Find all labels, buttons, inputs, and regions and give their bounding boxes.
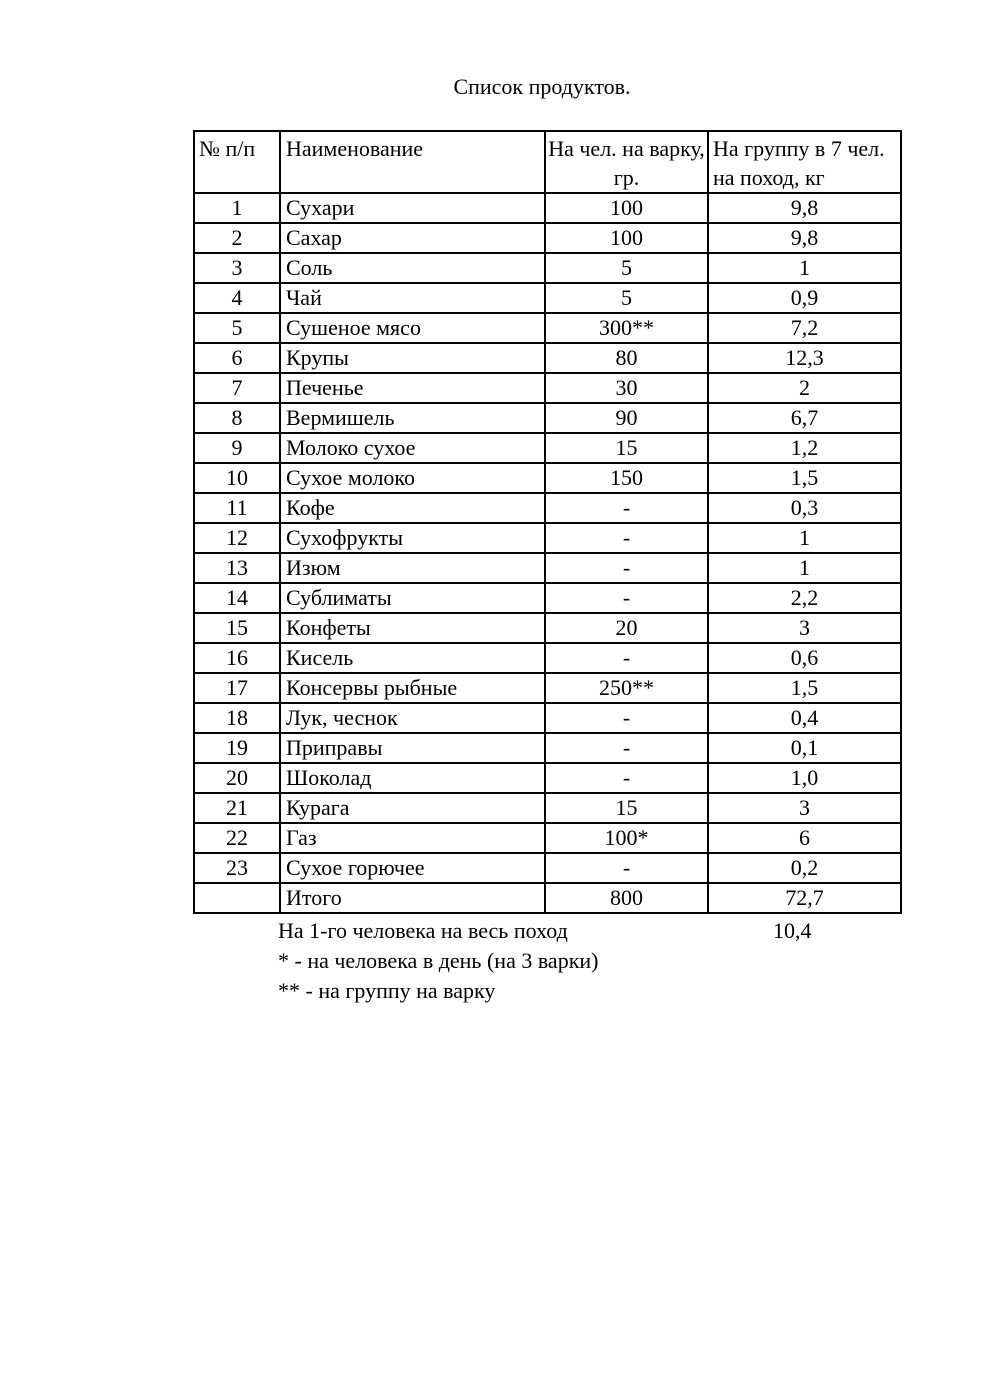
table-row	[194, 313, 901, 343]
cell-name: Шоколад	[280, 763, 545, 793]
page-title: Список продуктов.	[453, 74, 631, 99]
cell-per-person: 15	[545, 433, 708, 463]
cell-name: Чай	[280, 283, 545, 313]
cell-name: Сухое молоко	[280, 463, 545, 493]
cell-num: 14	[194, 583, 280, 613]
table-row	[194, 523, 901, 553]
header-name: Наименование	[280, 131, 545, 193]
cell-per-group: 9,8	[708, 193, 901, 223]
cell-per-group: 1,0	[708, 763, 901, 793]
table-header-row	[194, 131, 901, 193]
table-row	[194, 853, 901, 883]
cell-per-person: 250**	[545, 673, 708, 703]
cell-per-group: 72,7	[708, 883, 901, 913]
header-num: № п/п	[194, 131, 280, 193]
cell-name: Сухое горючее	[280, 853, 545, 883]
cell-num: 15	[194, 613, 280, 643]
cell-per-group: 0,4	[708, 703, 901, 733]
cell-per-person: -	[545, 493, 708, 523]
cell-per-group: 9,8	[708, 223, 901, 253]
cell-name: Лук, чеснок	[280, 703, 545, 733]
cell-num: 12	[194, 523, 280, 553]
cell-per-person: 90	[545, 403, 708, 433]
cell-per-person: 800	[545, 883, 708, 913]
cell-per-group: 3	[708, 793, 901, 823]
cell-per-person: -	[545, 733, 708, 763]
cell-num: 1	[194, 193, 280, 223]
cell-num: 19	[194, 733, 280, 763]
cell-num	[194, 883, 280, 913]
cell-per-group: 7,2	[708, 313, 901, 343]
cell-name: Кисель	[280, 643, 545, 673]
cell-per-group: 3	[708, 613, 901, 643]
table-row	[194, 763, 901, 793]
cell-per-person: 20	[545, 613, 708, 643]
cell-name: Крупы	[280, 343, 545, 373]
cell-per-group: 1,5	[708, 673, 901, 703]
cell-per-person: 100	[545, 193, 708, 223]
cell-name: Вермишель	[280, 403, 545, 433]
cell-per-person: -	[545, 853, 708, 883]
cell-num: 8	[194, 403, 280, 433]
table-row	[194, 253, 901, 283]
cell-per-person: 15	[545, 793, 708, 823]
cell-num: 13	[194, 553, 280, 583]
cell-num: 23	[194, 853, 280, 883]
cell-name: Газ	[280, 823, 545, 853]
cell-num: 2	[194, 223, 280, 253]
cell-per-group: 0,6	[708, 643, 901, 673]
cell-per-group: 2,2	[708, 583, 901, 613]
cell-per-person: -	[545, 703, 708, 733]
cell-num: 6	[194, 343, 280, 373]
cell-per-group: 12,3	[708, 343, 901, 373]
cell-per-group: 1,5	[708, 463, 901, 493]
table-row	[194, 493, 901, 523]
cell-per-person: -	[545, 553, 708, 583]
cell-name: Приправы	[280, 733, 545, 763]
cell-name: Сухофрукты	[280, 523, 545, 553]
cell-name: Сублиматы	[280, 583, 545, 613]
table-row	[194, 403, 901, 433]
cell-name: Изюм	[280, 553, 545, 583]
notes-block	[278, 916, 890, 1006]
cell-per-person: -	[545, 523, 708, 553]
cell-name: Конфеты	[280, 613, 545, 643]
table-row	[194, 193, 901, 223]
cell-num: 17	[194, 673, 280, 703]
cell-per-person: 5	[545, 253, 708, 283]
cell-num: 9	[194, 433, 280, 463]
cell-num: 11	[194, 493, 280, 523]
cell-num: 4	[194, 283, 280, 313]
cell-per-person: 150	[545, 463, 708, 493]
table-row	[194, 553, 901, 583]
cell-per-person: 100*	[545, 823, 708, 853]
cell-per-group: 2	[708, 373, 901, 403]
cell-per-group: 0,1	[708, 733, 901, 763]
cell-per-person: 100	[545, 223, 708, 253]
table-row	[194, 283, 901, 313]
table-row	[194, 793, 901, 823]
cell-per-group: 6	[708, 823, 901, 853]
table-row	[194, 613, 901, 643]
cell-per-group: 0,9	[708, 283, 901, 313]
cell-num: 21	[194, 793, 280, 823]
table-row	[194, 703, 901, 733]
cell-per-group: 0,3	[708, 493, 901, 523]
cell-per-group: 1	[708, 253, 901, 283]
cell-per-person: -	[545, 583, 708, 613]
table-row	[194, 343, 901, 373]
cell-per-person: 80	[545, 343, 708, 373]
per-person-trip-value: 10,4	[773, 918, 812, 943]
cell-name: Кофе	[280, 493, 545, 523]
cell-name: Молоко сухое	[280, 433, 545, 463]
table-row	[194, 643, 901, 673]
table-row	[194, 373, 901, 403]
cell-name: Итого	[280, 883, 545, 913]
table-row	[194, 223, 901, 253]
table-body	[194, 193, 901, 913]
cell-num: 7	[194, 373, 280, 403]
table-row	[194, 583, 901, 613]
cell-per-group: 1	[708, 523, 901, 553]
cell-per-person: 30	[545, 373, 708, 403]
cell-name: Сушеное мясо	[280, 313, 545, 343]
cell-num: 10	[194, 463, 280, 493]
cell-name: Соль	[280, 253, 545, 283]
header-per-group: На группу в 7 чел. на поход, кг	[708, 131, 901, 193]
footnote-double-star: ** - на группу на варку	[278, 978, 496, 1003]
cell-per-group: 0,2	[708, 853, 901, 883]
cell-name: Сухари	[280, 193, 545, 223]
cell-per-group: 1	[708, 553, 901, 583]
cell-num: 20	[194, 763, 280, 793]
per-person-trip-row	[278, 916, 890, 946]
cell-per-group: 1,2	[708, 433, 901, 463]
footnote-single-star: * - на человека в день (на 3 варки)	[278, 948, 599, 973]
table-row	[194, 463, 901, 493]
cell-name: Курага	[280, 793, 545, 823]
cell-per-person: -	[545, 763, 708, 793]
table-row	[194, 733, 901, 763]
cell-num: 18	[194, 703, 280, 733]
cell-name: Консервы рыбные	[280, 673, 545, 703]
table-row	[194, 673, 901, 703]
cell-num: 3	[194, 253, 280, 283]
per-person-trip-label: На 1-го человека на весь поход	[278, 918, 568, 943]
cell-per-person: -	[545, 643, 708, 673]
cell-num: 22	[194, 823, 280, 853]
products-table	[193, 130, 902, 914]
table-row	[194, 433, 901, 463]
cell-name: Печенье	[280, 373, 545, 403]
table-row	[194, 823, 901, 853]
cell-num: 5	[194, 313, 280, 343]
cell-name: Сахар	[280, 223, 545, 253]
cell-per-person: 300**	[545, 313, 708, 343]
table-total-row	[194, 883, 901, 913]
header-per-person: На чел. на варку, гр.	[545, 131, 708, 193]
cell-per-person: 5	[545, 283, 708, 313]
cell-num: 16	[194, 643, 280, 673]
cell-per-group: 6,7	[708, 403, 901, 433]
